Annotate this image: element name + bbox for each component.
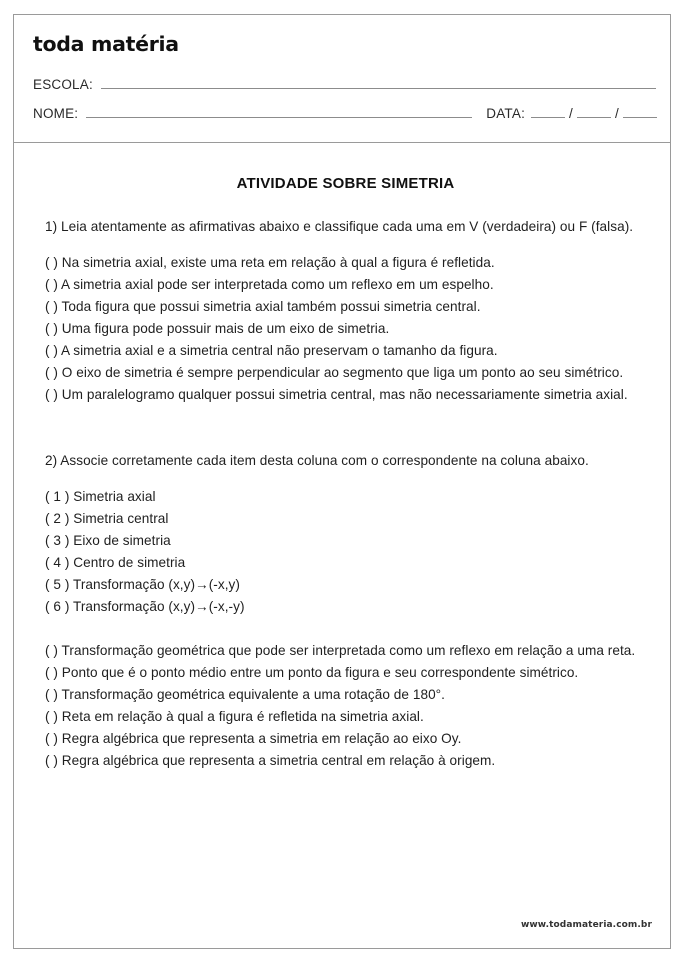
date-field-group bbox=[486, 105, 657, 121]
list-item: ( 4 ) Centro de simetria bbox=[45, 555, 186, 570]
list-item: ( ) Transformação geométrica que pode ser interpretada como um reflexo em relação a uma reta. bbox=[45, 643, 636, 658]
list-item: ( 2 ) Simetria central bbox=[45, 511, 169, 526]
name-field-label: NOME: bbox=[33, 106, 79, 121]
date-month-blank[interactable] bbox=[577, 105, 611, 118]
question-1-statement-list bbox=[45, 252, 646, 406]
name-field-blank-line[interactable] bbox=[86, 105, 472, 118]
question-2-numbered-column bbox=[45, 486, 646, 618]
list-item: ( ) Na simetria axial, existe uma reta em relação à qual a figura é refletida. bbox=[45, 255, 495, 270]
page-title: ATIVIDADE SOBRE SIMETRIA bbox=[236, 175, 455, 192]
section-spacer bbox=[45, 406, 646, 426]
worksheet-content bbox=[14, 175, 670, 772]
school-field-blank-line[interactable] bbox=[101, 76, 656, 89]
list-item: ( 6 ) Transformação (x,y)→(-x,-y) bbox=[45, 599, 245, 614]
worksheet-header bbox=[14, 15, 670, 143]
question-1-prompt: 1) Leia atentamente as afirmativas abaixo e classifique cada uma em V (verdadeira) ou F (falsa). bbox=[45, 219, 634, 234]
list-item: ( ) Toda figura que possui simetria axial também possui simetria central. bbox=[45, 299, 481, 314]
date-separator-1: / bbox=[569, 106, 573, 121]
list-item: ( ) Regra algébrica que representa a simetria em relação ao eixo Oy. bbox=[45, 731, 462, 746]
list-item: ( ) A simetria axial e a simetria central não preservam o tamanho da figura. bbox=[45, 343, 498, 358]
list-item: ( 1 ) Simetria axial bbox=[45, 489, 156, 504]
date-separator-2: / bbox=[614, 106, 619, 121]
list-item: ( 5 ) Transformação (x,y)→(-x,y) bbox=[45, 577, 240, 592]
school-field-label: ESCOLA: bbox=[33, 77, 93, 92]
worksheet-page bbox=[13, 14, 671, 949]
question-2-answer-column bbox=[45, 640, 646, 772]
list-item: ( 3 ) Eixo de simetria bbox=[45, 533, 171, 548]
list-item: ( ) Um paralelogramo qualquer possui simetria central, mas não necessariamente simetria axial. bbox=[45, 387, 628, 402]
list-item: ( ) A simetria axial pode ser interpretada como um reflexo em um espelho. bbox=[45, 277, 494, 292]
list-item: ( ) Reta em relação à qual a figura é refletida na simetria axial. bbox=[45, 709, 424, 724]
brand-logo: toda matéria bbox=[33, 32, 179, 56]
question-2-prompt: 2) Associe corretamente cada item desta coluna com o correspondente na coluna abaixo. bbox=[45, 453, 589, 468]
date-field-label: DATA: bbox=[486, 106, 526, 121]
date-year-blank[interactable] bbox=[623, 105, 657, 118]
list-item: ( ) Regra algébrica que representa a simetria central em relação à origem. bbox=[45, 753, 496, 768]
school-field-row bbox=[33, 76, 656, 92]
footer-site-url: www.todamateria.com.br bbox=[520, 920, 652, 930]
date-day-blank[interactable] bbox=[531, 105, 565, 118]
name-and-date-field-row bbox=[33, 105, 656, 121]
list-item: ( ) Transformação geométrica equivalente a uma rotação de 180°. bbox=[45, 687, 445, 702]
list-item: ( ) O eixo de simetria é sempre perpendicular ao segmento que liga um ponto ao seu simétrico. bbox=[45, 365, 624, 380]
list-item: ( ) Ponto que é o ponto médio entre um ponto da figura e seu correspondente simétrico. bbox=[45, 665, 579, 680]
list-item: ( ) Uma figura pode possuir mais de um eixo de simetria. bbox=[45, 321, 390, 336]
